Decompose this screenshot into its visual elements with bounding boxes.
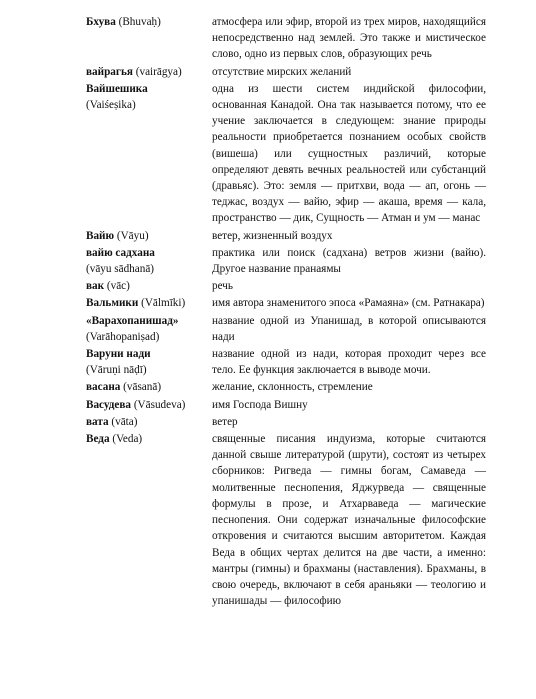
term-name: Веда	[86, 433, 110, 446]
glossary-entry-vairagya	[86, 64, 486, 80]
term-name: «Варахопанишад»	[86, 314, 179, 327]
entry-term	[86, 379, 212, 395]
term-transliteration: (Bhuvaḥ)	[118, 16, 161, 28]
term-transliteration: (Vaiśeṣika)	[86, 99, 136, 112]
term-name: вата	[86, 415, 109, 428]
glossary-entry-veda	[86, 431, 486, 609]
entry-definition: название одной из нади, которая проходит через все тело. Ее функция заключается в выводе мочи.	[212, 348, 486, 377]
entry-term	[86, 64, 212, 80]
glossary-entry-vayu-sadhana	[86, 245, 486, 277]
term-transliteration: (vāsanā)	[123, 381, 162, 394]
entry-term	[86, 81, 212, 227]
term-name: васана	[86, 381, 121, 394]
glossary-entry-vak	[86, 278, 486, 294]
entry-term	[86, 414, 212, 430]
term-name: вак	[86, 280, 105, 293]
term-transliteration: (vairāgya)	[135, 65, 182, 78]
term-name: вайрагья	[86, 65, 133, 78]
term-transliteration: (vāta)	[111, 415, 138, 428]
term-transliteration: (Vāsudeva)	[133, 398, 186, 411]
term-name: Варуни нади	[86, 348, 151, 361]
entry-term	[86, 14, 212, 63]
term-transliteration: (Vāruṇi nāḍī)	[86, 364, 147, 377]
entry-term	[86, 431, 212, 609]
glossary-entry-varahopanishad	[86, 313, 486, 345]
entry-definition: атмосфера или эфир, второй из трех миров, находящийся непосредственно над землей. Это также и мистическое слово, одно из первых слов, образующих речь	[212, 16, 486, 61]
entry-term	[86, 313, 212, 345]
entry-definition: название одной из Упанишад, в которой описываются нади	[212, 314, 486, 343]
entry-definition: одна из шести систем индийской философии, основанная Канадой. Она так называется потому, что ее учение заключается в следующем: знание природы реальности приобретается познанием особых свойств (вишеша) или сущностных различий, которые определяют девять вечных реальностей или субстанций (дравьяс). Это: земля — притхви, вода — ап, огонь — теджас, воздух — вайю, эфир — акаша, время — кала, пространство — дик, Сущность — Атман и ум — манас	[212, 82, 486, 225]
term-name: Вайшешика	[86, 82, 148, 95]
term-name: Вальмики	[86, 297, 139, 310]
term-transliteration: (vāc)	[106, 280, 130, 293]
term-transliteration: (Vāyu)	[116, 229, 149, 242]
entry-definition: священные писания индуизма, которые считаются данной свыше литературой (шрути), состоят из четырех сборников: Ригведа — гимны богам, Самаведа — молитвенные песнопения, Яджурведа — священные формулы в прозе, и Атхарваведа — магические песнопения. Они содержат изначальные философские откровения и считаются высшим авторитетом. Каждая Веда в общих чертах делится на две части, а именно: мантры (гимны) и брахманы (наставления). Брахманы, в свою очередь, включают в себя араньяки — теологию и упанишады — философию	[212, 433, 486, 608]
entry-term	[86, 397, 212, 413]
term-name: Бхува	[86, 16, 116, 28]
entry-definition: ветер	[212, 415, 238, 428]
term-name: Васудева	[86, 398, 132, 411]
entry-term	[86, 245, 212, 277]
entry-definition: речь	[212, 280, 234, 293]
entry-definition: желание, склонность, стремление	[212, 381, 373, 394]
glossary-entry-bhuva	[86, 14, 486, 63]
glossary-entry-vasana	[86, 379, 486, 395]
glossary-list	[86, 14, 486, 609]
entry-definition: имя автора знаменитого эпоса «Рамаяна» (см. Ратнакара)	[212, 297, 485, 310]
entry-term	[86, 295, 212, 311]
entry-term	[86, 228, 212, 244]
entry-definition: ветер, жизненный воздух	[212, 229, 333, 242]
entry-term	[86, 346, 212, 378]
entry-term	[86, 278, 212, 294]
term-transliteration: (Vālmīki)	[141, 297, 186, 310]
glossary-entry-vaisheshika	[86, 81, 486, 227]
entry-definition: практика или поиск (садхана) ветров жизни (вайю). Другое название пранаямы	[212, 246, 486, 276]
term-transliteration: (vāyu sādhanā)	[86, 263, 155, 276]
glossary-entry-valmiki	[86, 295, 486, 311]
glossary-entry-vayu	[86, 228, 486, 244]
term-transliteration: (Veda)	[112, 433, 143, 446]
glossary-entry-varuni-nadi	[86, 346, 486, 378]
entry-definition: имя Господа Вишну	[212, 398, 308, 411]
glossary-entry-vasudeva	[86, 397, 486, 413]
term-name: вайю садхана	[86, 246, 155, 259]
glossary-entry-vata	[86, 414, 486, 430]
term-transliteration: (Varāhopaniṣad)	[86, 330, 160, 343]
entry-definition: отсутствие мирских желаний	[212, 65, 352, 78]
term-name: Вайю	[86, 229, 115, 242]
